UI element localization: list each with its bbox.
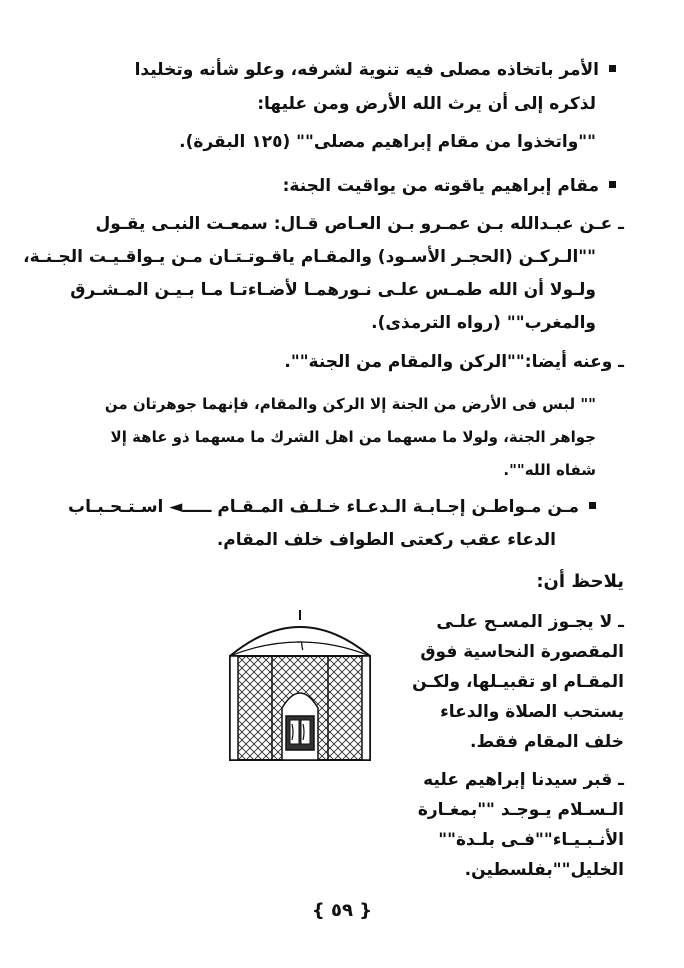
hadith-line <box>111 425 596 449</box>
paragraph-line <box>68 495 596 519</box>
text: ""واتخذوا من مقام إبراهيم مصلى"" (١٢٥ البقرة). <box>179 132 596 152</box>
note-line <box>470 730 624 754</box>
paragraph-line <box>283 174 616 198</box>
hadith-line <box>70 278 596 302</box>
text: الـسـلام يـوجـد ""بمغـارة <box>417 800 624 820</box>
illustration-label: ٦ <box>296 638 304 654</box>
hadith-line <box>284 350 624 374</box>
text: ـ وعنه أيضا:""الركن والمقام من الجنة"". <box>284 352 624 372</box>
text: "" لبس فى الأرض من الجنة إلا الركن والمقام، فإنهما جوهرتان من <box>104 395 596 413</box>
page-number: { ٥٩ } <box>311 900 373 921</box>
hadith-line <box>371 311 596 335</box>
bullet-icon <box>609 65 616 72</box>
text: ـ عـن عبـدالله بـن عمـرو بـن العـاص قـال: سمعـت النبـى يقـول <box>95 214 624 234</box>
text: يستحب الصلاة والدعاء <box>440 702 624 722</box>
quran-quote <box>179 130 596 154</box>
text: الخليل""بفلسطين. <box>464 860 624 880</box>
text: المقـام او تقبيـلها، ولكـن <box>412 672 624 692</box>
note-line <box>418 798 624 822</box>
note-line <box>420 640 624 664</box>
bullet-icon <box>609 181 616 188</box>
hadith-line <box>95 212 624 236</box>
paragraph-line <box>217 528 556 552</box>
text: المقصورة النحاسية فوق <box>420 642 624 662</box>
text: ـ قبر سيدنا إبراهيم عليه <box>423 770 624 790</box>
text: ""الـركـن (الحجـر الأسـود) والمقـام ياقـوتـتـان مـن يـواقـيـت الجـنـة، <box>23 247 596 267</box>
note-line <box>436 610 624 634</box>
text: لذكره إلى أن يرث الله الأرض ومن عليها: <box>257 94 596 114</box>
note-line <box>440 700 624 724</box>
text: جواهر الجنة، ولولا ما مسهما من اهل الشرك ما مسهما ذو عاهة إلا <box>110 428 596 446</box>
hadith-line <box>105 392 596 416</box>
text: ولـولا أن الله طمـس علـى نـورهمـا لأضـاءتـا مـا بـيـن المـشـرق <box>70 280 596 300</box>
text: الأمر باتخاذه مصلى فيه تنوية لشرفه، وعلو شأنه وتخليدا <box>134 60 599 80</box>
text: والمغرب"" (رواه الترمذى). <box>371 313 596 333</box>
text: ـ لا يجـوز المسـح علـى <box>436 612 624 632</box>
text: شفاه الله"". <box>503 461 596 479</box>
paragraph-line <box>135 58 616 82</box>
hadith-line <box>23 245 596 269</box>
text: مقام إبراهيم ياقوته من يواقيت الجنة: <box>282 176 599 196</box>
notes-heading <box>536 570 624 594</box>
maqam-drawing <box>222 608 378 764</box>
note-line <box>438 828 624 852</box>
text: يلاحظ أن: <box>536 571 624 592</box>
text: الأنـبـيـاء""فـى بلـدة"" <box>438 830 624 850</box>
text: خلف المقام فقط. <box>470 732 624 752</box>
text: الدعاء عقب ركعتى الطواف خلف المقام. <box>216 530 556 550</box>
note-line <box>412 670 624 694</box>
hadith-line <box>503 458 596 482</box>
note-line <box>465 858 624 882</box>
text: مـن مـواطـن إجـابـة الـدعـاء خـلـف المـقـام ـــــ◄ اسـتـحـبـاب <box>68 497 579 517</box>
maqam-illustration <box>222 608 378 764</box>
bullet-icon <box>589 502 596 509</box>
note-line <box>423 768 624 792</box>
paragraph-line <box>257 92 596 116</box>
